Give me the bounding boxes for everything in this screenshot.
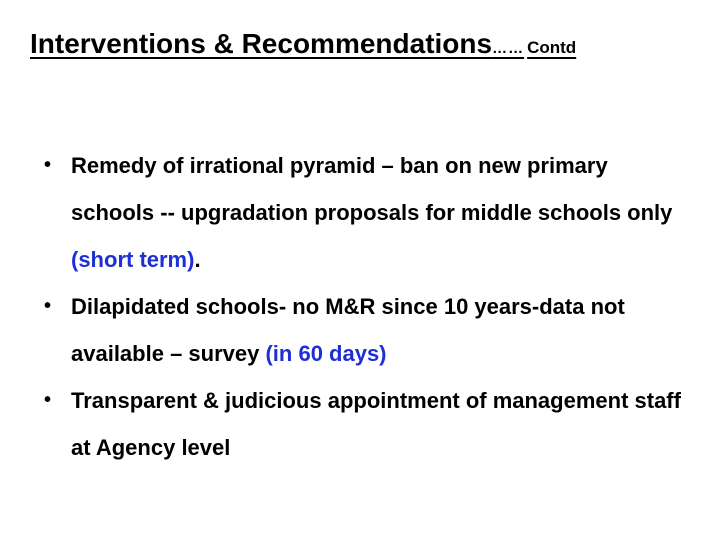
bullet-item-appointment	[42, 377, 682, 471]
title-main: Interventions & Recommendations	[30, 28, 493, 59]
title-ellipsis: ……	[492, 40, 525, 57]
bullet-highlight: (in 60 days)	[265, 341, 387, 366]
bullet-item-dilapidated	[42, 283, 682, 377]
bullet-dot-icon: •	[44, 389, 52, 411]
bullet-highlight: (short term)	[71, 247, 195, 272]
bullet-dot-icon: •	[44, 154, 52, 176]
bullet-text: Dilapidated schools- no M&R since 10 years-data not available – survey	[71, 294, 625, 366]
bullet-suffix: .	[194, 247, 201, 272]
slide-title	[30, 24, 692, 69]
title-contd: Contd	[527, 38, 577, 57]
bullet-list	[42, 142, 682, 471]
bullet-dot-icon: •	[44, 295, 52, 317]
bullet-text: Transparent & judicious appointment of management staff at Agency level	[71, 388, 681, 460]
bullet-item-pyramid	[42, 142, 682, 283]
bullet-text: Remedy of irrational pyramid – ban on new primary schools -- upgradation proposals for middle schools only	[71, 153, 673, 225]
